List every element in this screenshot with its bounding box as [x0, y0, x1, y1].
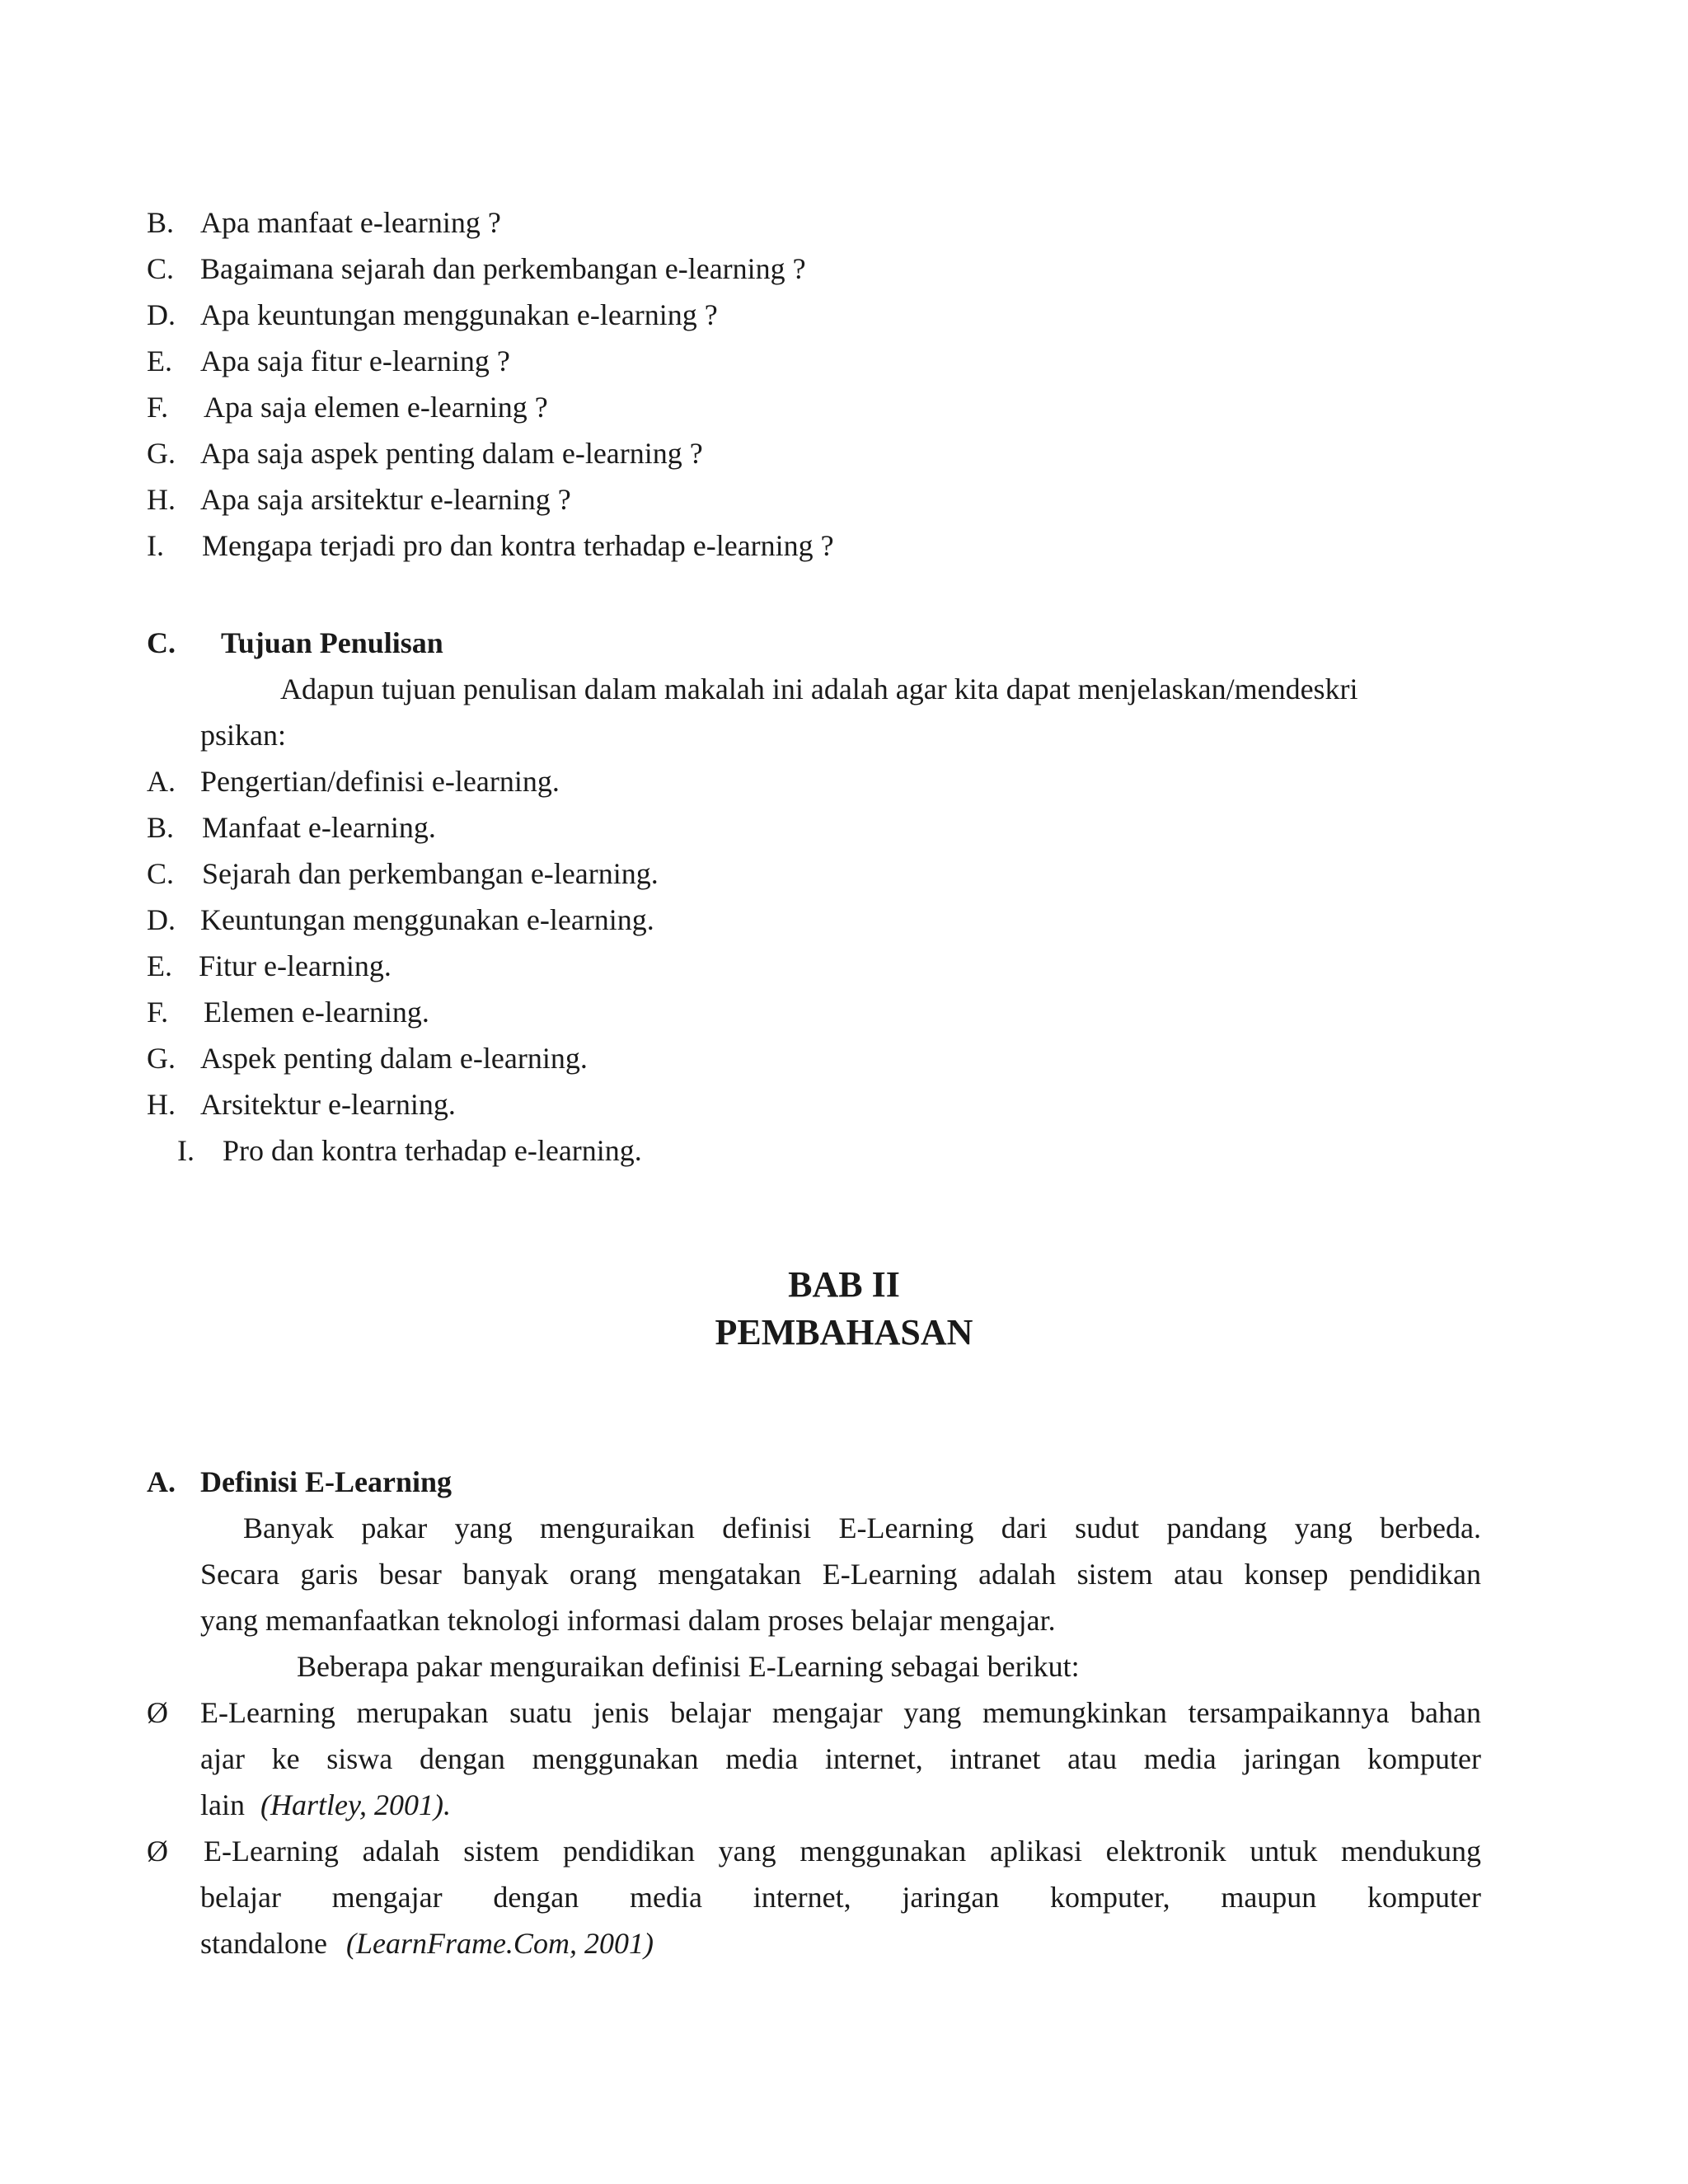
paragraph-line: yang memanfaatkan teknologi informasi dalam proses belajar mengajar. [200, 1604, 1056, 1637]
bullet-icon: Ø [147, 1696, 168, 1729]
citation: (LearnFrame.Com, 2001) [345, 1927, 654, 1960]
document-page: B. Apa manfaat e-learning ? C. Bagaimana sejarah dan perkembangan e-learning ? D. Apa keuntungan menggunakan e-learning ? E. Apa saja fitur e-learning ? F. Apa saja elemen e-learning ? G. Apa saja aspek penting dalam e-learning ? H. Apa saja arsitektur e-learning ? I. Mengapa terjadi pro dan kontra terhadap e-learning ? C. Tujuan Penulisan Adapun tujuan penulisan dalam makalah ini adalah agar kita dapat menjelaskan/mendeskri psikan: A. Pengertian/definisi e-learning. B. Manfaat e-learning. C. Sejarah dan perkembangan e-learning. D. Keuntungan menggunakan e-learning. E. Fitur e-learning. F. Elemen e-learning. G. Aspek penting dalam e-learning. H. Arsitektur e-learning. I. Pro dan kontra terhadap e-learning. BAB II PEMBAHASAN A. Definisi E-Learning Banyak pakar yang menguraikan definisi E-Learning dari sudut pandang yang berbeda. Secara garis besar banyak orang mengatakan E-Learning adalah sistem atau konsep pendidikan yang memanfaatkan teknologi informasi dalam proses belajar mengajar. Beberapa pakar menguraikan definisi E-Learning sebagai berikut: Ø E-Learning merupakan suatu jenis belajar mengajar yang memungkinkan tersampaikannya bahan ajar ke siswa dengan menggunakan media internet, intranet atau media jaringan komputer lain (Hartley, 2001). Ø E-Learning adalah sistem pendidikan yang menggunakan aplikasi elektronik untuk mendukung belajar mengajar dengan media internet, jaringan komputer, maupun komputer standalone (LearnFrame.Com, 2001) [0, 0, 1688, 2184]
bullet-line: belajar mengajar dengan media internet, jaringan komputer, maupun komputer [200, 1881, 1481, 1914]
bullet-icon: Ø [147, 1835, 168, 1868]
bullet-line: standalone (LearnFrame.Com, 2001) [200, 1927, 654, 1960]
bullet-line: E-Learning merupakan suatu jenis belajar mengajar yang memungkinkan tersampaikannya bahan [200, 1696, 1481, 1729]
section-intro-continued: psikan: [200, 719, 286, 752]
section-intro: Adapun tujuan penulisan dalam makalah ini adalah agar kita dapat menjelaskan/mendeskri [280, 673, 1358, 705]
chapter-number: BAB II [788, 1264, 900, 1305]
chapter-title: PEMBAHASAN [715, 1312, 973, 1352]
bullet-line: ajar ke siswa dengan menggunakan media internet, intranet atau media jaringan komputer [200, 1742, 1481, 1775]
bullet-line: lain (Hartley, 2001). [200, 1788, 451, 1821]
citation: (Hartley, 2001). [260, 1788, 451, 1821]
paragraph-line: Secara garis besar banyak orang mengatakan E-Learning adalah sistem atau konsep pendidikan [200, 1558, 1481, 1591]
paragraph-line: Banyak pakar yang menguraikan definisi E-Learning dari sudut pandang yang berbeda. [243, 1511, 1481, 1544]
bullet-line: E-Learning adalah sistem pendidikan yang menggunakan aplikasi elektronik untuk mendukung [204, 1835, 1481, 1868]
paragraph-line: Beberapa pakar menguraikan definisi E-Learning sebagai berikut: [297, 1650, 1080, 1683]
